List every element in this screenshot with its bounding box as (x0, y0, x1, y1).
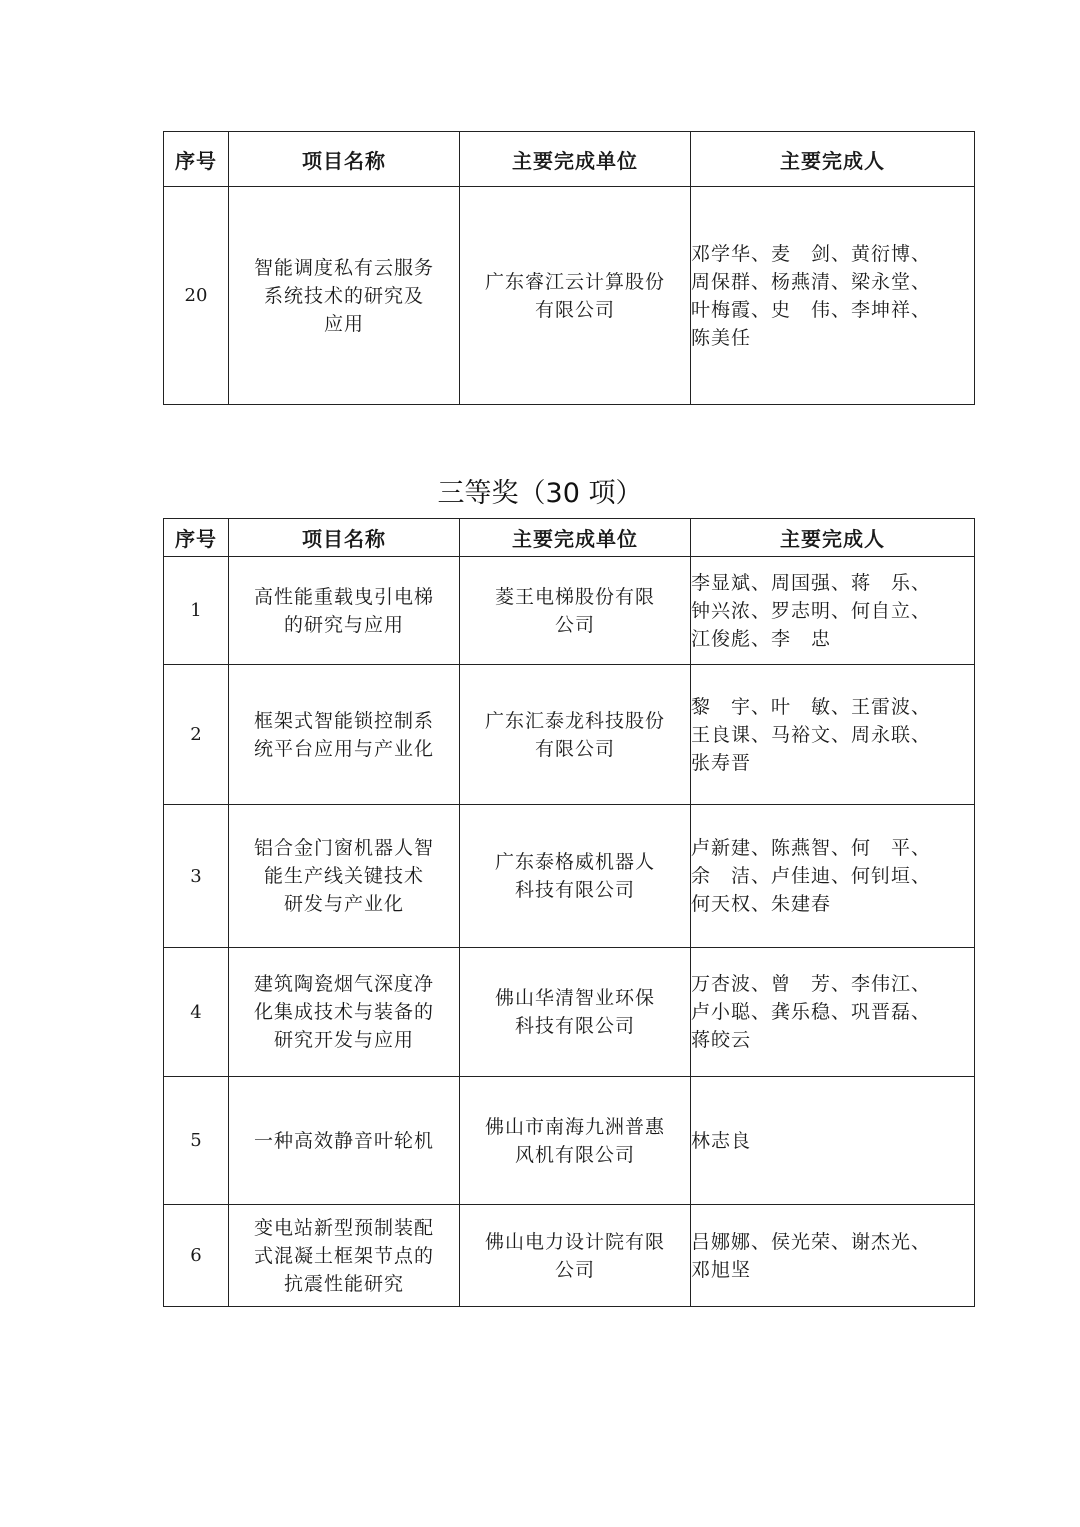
completion-people (691, 805, 975, 948)
unit-line: 科技有限公司 (514, 1015, 635, 1037)
header-unit: 主要完成单位 (460, 132, 691, 187)
unit-line: 有限公司 (534, 737, 615, 760)
row-number: 2 (164, 665, 229, 805)
completion-unit (460, 557, 691, 665)
table-header-row (164, 519, 975, 557)
people-line: 吕娜娜、侯光荣、谢杰光、 (691, 1230, 932, 1253)
unit-line: 广东泰格威机器人 (494, 851, 655, 873)
completion-unit (460, 948, 691, 1077)
project-name (229, 665, 460, 805)
third-prize-title: 三等奖（30 项） (437, 478, 643, 509)
project-name-line: 建筑陶瓷烟气深度净 (253, 973, 434, 995)
row-number: 4 (164, 948, 229, 1077)
row-number: 5 (164, 1077, 229, 1205)
completion-unit (460, 665, 691, 805)
row-number: 1 (164, 557, 229, 665)
people-line: 钟兴浓、罗志明、何自立、 (691, 599, 932, 622)
unit-line: 公司 (554, 613, 595, 636)
completion-unit (460, 1205, 691, 1307)
project-name-line: 统平台应用与产业化 (253, 737, 434, 760)
project-name-line: 高性能重载曳引电梯 (253, 585, 434, 608)
people-line: 蒋皎云 (691, 1029, 752, 1051)
completion-people (691, 948, 975, 1077)
people-line: 何天权、朱建春 (691, 893, 832, 915)
header-project: 项目名称 (229, 132, 460, 187)
people-line: 邓旭坚 (691, 1258, 752, 1281)
table-row (164, 557, 975, 665)
people-line: 邓学华、麦 剑、黄衍博、 (691, 242, 932, 265)
unit-line: 佛山华清智业环保 (494, 987, 655, 1009)
project-name-line: 一种高效静音叶轮机 (253, 1129, 434, 1152)
people-line: 卢新建、陈燕智、何 平、 (691, 837, 932, 859)
completion-unit (460, 187, 691, 405)
table-row (164, 1205, 975, 1307)
header-unit: 主要完成单位 (460, 519, 691, 557)
row-number: 3 (164, 805, 229, 948)
project-name-line: 能生产线关键技术 (263, 865, 424, 887)
completion-people (691, 187, 975, 405)
unit-line: 公司 (554, 1258, 595, 1281)
people-line: 江俊彪、李 忠 (691, 627, 832, 650)
project-name-line: 应用 (323, 312, 364, 335)
project-name-line: 的研究与应用 (283, 613, 404, 636)
project-name (229, 948, 460, 1077)
third-prize-table (163, 518, 975, 1307)
table-row (164, 948, 975, 1077)
unit-line: 广东睿江云计算股份 (484, 270, 665, 293)
people-line: 余 洁、卢佳迪、何钊垣、 (691, 865, 932, 887)
unit-line: 广东汇泰龙科技股份 (484, 709, 665, 732)
unit-line: 菱王电梯股份有限 (494, 585, 655, 608)
completion-unit (460, 1077, 691, 1205)
row-number: 6 (164, 1205, 229, 1307)
header-project: 项目名称 (229, 519, 460, 557)
completion-unit (460, 805, 691, 948)
table-row (164, 665, 975, 805)
unit-line: 科技有限公司 (514, 879, 635, 901)
people-line: 黎 宇、叶 敏、王雷波、 (691, 695, 932, 718)
project-name-line: 智能调度私有云服务 (253, 256, 434, 279)
people-line: 卢小聪、龚乐稳、巩晋磊、 (691, 1001, 932, 1023)
table-row (164, 187, 975, 405)
header-seq: 序号 (164, 519, 229, 557)
unit-line: 有限公司 (534, 298, 615, 321)
header-people: 主要完成人 (691, 519, 975, 557)
project-name (229, 1077, 460, 1205)
people-line: 张寿晋 (691, 751, 752, 774)
people-line: 李显斌、周国强、蒋 乐、 (691, 571, 932, 594)
people-line: 林志良 (691, 1129, 752, 1152)
project-name-line: 系统技术的研究及 (263, 284, 424, 307)
table-header-row (164, 132, 975, 187)
people-line: 王良课、马裕文、周永联、 (691, 723, 932, 746)
project-name-line: 抗震性能研究 (283, 1272, 404, 1295)
second-prize-table (163, 131, 975, 405)
project-name-line: 式混凝土框架节点的 (253, 1244, 434, 1267)
project-name-line: 研发与产业化 (283, 893, 404, 915)
people-line: 周保群、杨燕清、梁永堂、 (691, 270, 932, 293)
project-name-line: 框架式智能锁控制系 (253, 709, 434, 732)
people-line: 陈美任 (691, 326, 752, 349)
completion-people (691, 1077, 975, 1205)
project-name (229, 187, 460, 405)
project-name (229, 805, 460, 948)
people-line: 叶梅霞、史 伟、李坤祥、 (691, 298, 932, 321)
row-number: 20 (164, 187, 229, 405)
project-name (229, 1205, 460, 1307)
header-people: 主要完成人 (691, 132, 975, 187)
table-row (164, 1077, 975, 1205)
unit-line: 佛山市南海九洲普惠 (484, 1115, 665, 1138)
table-row (164, 805, 975, 948)
completion-people (691, 1205, 975, 1307)
completion-people (691, 557, 975, 665)
project-name-line: 化集成技术与装备的 (253, 1001, 434, 1023)
unit-line: 佛山电力设计院有限 (484, 1230, 665, 1253)
project-name-line: 变电站新型预制装配 (253, 1216, 434, 1239)
header-seq: 序号 (164, 132, 229, 187)
project-name (229, 557, 460, 665)
unit-line: 风机有限公司 (514, 1143, 635, 1166)
completion-people (691, 665, 975, 805)
people-line: 万杏波、曾 芳、李伟江、 (691, 973, 932, 995)
project-name-line: 研究开发与应用 (273, 1029, 414, 1051)
project-name-line: 铝合金门窗机器人智 (253, 837, 434, 859)
